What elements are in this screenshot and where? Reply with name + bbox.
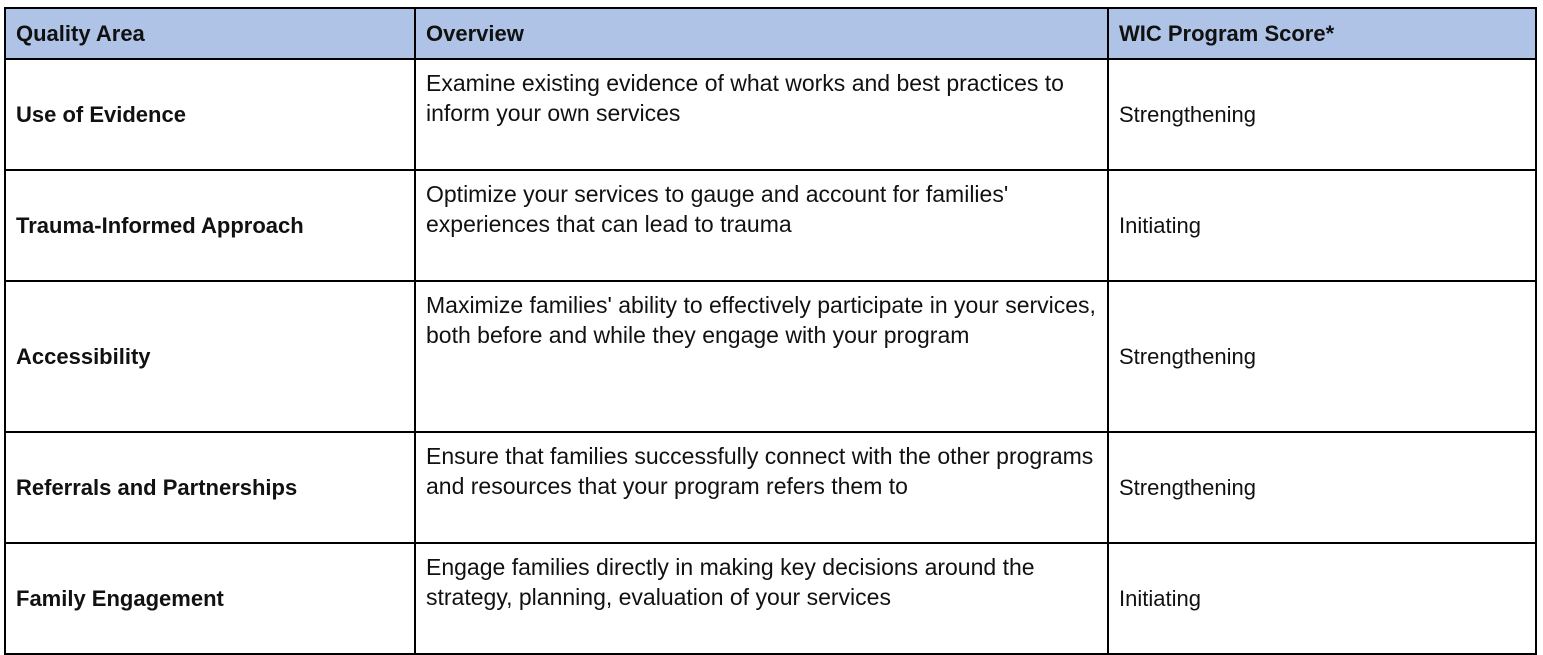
table-row [5, 170, 1536, 281]
score-cell: Initiating [1108, 170, 1536, 281]
score-cell: Strengthening [1108, 59, 1536, 170]
header-quality-area: Quality Area [5, 8, 415, 59]
quality-area-table [4, 7, 1537, 655]
score-cell: Strengthening [1108, 281, 1536, 432]
header-score: WIC Program Score* [1108, 8, 1536, 59]
quality-area-cell: Trauma-Informed Approach [5, 170, 415, 281]
table-row [5, 281, 1536, 432]
overview-cell: Optimize your services to gauge and account for families' experiences that can lead to trauma [415, 170, 1108, 281]
quality-area-cell: Accessibility [5, 281, 415, 432]
overview-cell: Ensure that families successfully connect with the other programs and resources that your program refers them to [415, 432, 1108, 543]
overview-cell: Engage families directly in making key decisions around the strategy, planning, evaluation of your services [415, 543, 1108, 654]
score-cell: Initiating [1108, 543, 1536, 654]
header-row [5, 8, 1536, 59]
table-header [5, 8, 1536, 59]
quality-table-container [4, 7, 1537, 655]
table-body [5, 59, 1536, 654]
header-overview: Overview [415, 8, 1108, 59]
overview-cell: Maximize families' ability to effectively participate in your services, both before and while they engage with your program [415, 281, 1108, 432]
score-cell: Strengthening [1108, 432, 1536, 543]
quality-area-cell: Referrals and Partnerships [5, 432, 415, 543]
table-row [5, 59, 1536, 170]
quality-area-cell: Family Engagement [5, 543, 415, 654]
quality-area-cell: Use of Evidence [5, 59, 415, 170]
overview-cell: Examine existing evidence of what works and best practices to inform your own services [415, 59, 1108, 170]
table-row [5, 543, 1536, 654]
table-row [5, 432, 1536, 543]
